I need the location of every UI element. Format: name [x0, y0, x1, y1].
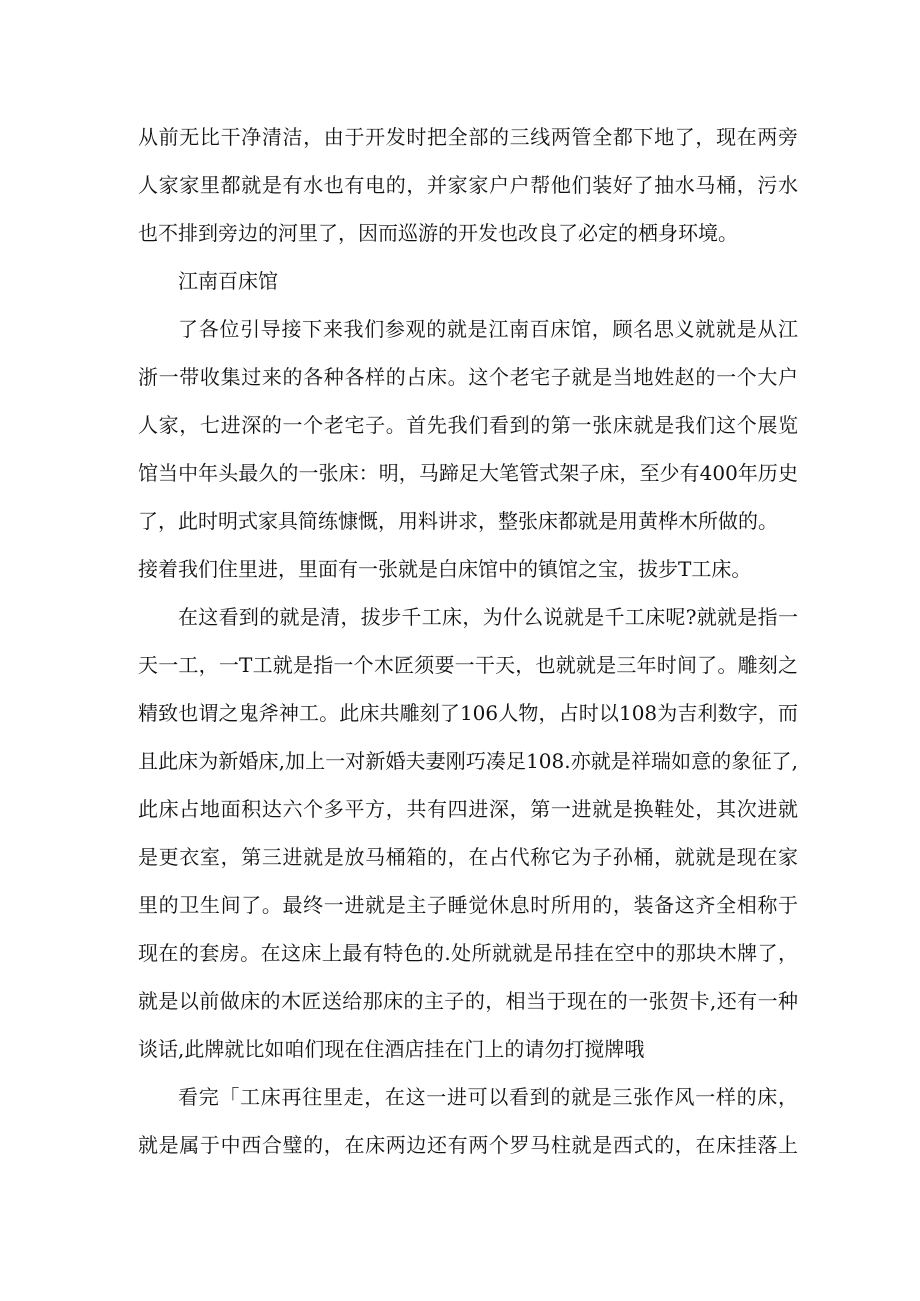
text-line: 浙一带收集过来的各种各样的占床。这个老宅子就是当地姓赵的一个大户	[138, 365, 798, 389]
text-line: 了，此时明式家具简练慷慨，用料讲求，整张床都就是用黄桦木所做的。	[138, 509, 778, 533]
text-line: 精致也谓之鬼斧神工。此床共雕刻了106人物，占时以108为吉利数字，而	[138, 701, 798, 725]
text-line: 就是以前做床的木匠送给那床的主子的，相当于现在的一张贺卡,还有一种	[138, 989, 798, 1013]
text-line: 接着我们住里进，里面有一张就是白床馆中的镇馆之宝，拔步T工床。	[138, 557, 752, 581]
text-line: 看完「工床再往里走，在这一进可以看到的就是三张作风一样的床，	[178, 1085, 798, 1109]
paragraph-3	[138, 593, 798, 1073]
paragraph-4	[138, 1073, 798, 1169]
paragraph-2	[138, 305, 798, 593]
text-line: 了各位引导接下来我们参观的就是江南百床馆，顾名思义就就是从江	[178, 317, 798, 341]
text-line: 现在的套房。在这床上最有特色的.处所就就是吊挂在空中的那块木牌了，	[138, 941, 798, 965]
text-line: 里的卫生间了。最终一进就是主子睡觉休息时所用的，装备这齐全相称于	[138, 893, 798, 917]
text-line: 且此床为新婚床,加上一对新婚夫妻刚巧凑足108.亦就是祥瑞如意的象征了,	[138, 749, 798, 773]
section-heading: 江南百床馆	[178, 269, 278, 293]
document-body	[138, 113, 798, 1169]
text-line: 也不排到旁边的河里了，因而巡游的开发也改良了必定的栖身环境。	[138, 221, 738, 245]
text-line: 此床占地面积达六个多平方，共有四进深，第一进就是换鞋处，其次进就	[138, 797, 798, 821]
text-line: 在这看到的就是清，拔步千工床，为什么说就是千工床呢?就就是指一	[178, 605, 798, 629]
text-line: 从前无比干净清洁，由于开发时把全部的三线两管全都下地了，现在两旁	[138, 125, 798, 149]
text-line: 人家，七进深的一个老宅子。首先我们看到的第一张床就是我们这个展览	[138, 413, 798, 437]
text-line: 人家家里都就是有水也有电的，并家家户户帮他们装好了抽水马桶，污水	[138, 173, 798, 197]
text-line: 就是属于中西合璧的，在床两边还有两个罗马柱就是西式的，在床挂落上	[138, 1133, 798, 1157]
text-line: 馆当中年头最久的一张床：明，马蹄足大笔管式架子床，至少有400年历史	[138, 461, 798, 485]
text-line: 是更衣室，第三进就是放马桶箱的，在占代称它为子孙桶，就就是现在家	[138, 845, 798, 869]
paragraph-1	[138, 113, 798, 257]
text-line: 谈话,此牌就比如咱们现在住酒店挂在门上的请勿打搅牌哦	[138, 1037, 645, 1061]
text-line: 天一工，一T工就是指一个木匠须要一干天，也就就是三年时间了。雕刻之	[138, 653, 798, 677]
